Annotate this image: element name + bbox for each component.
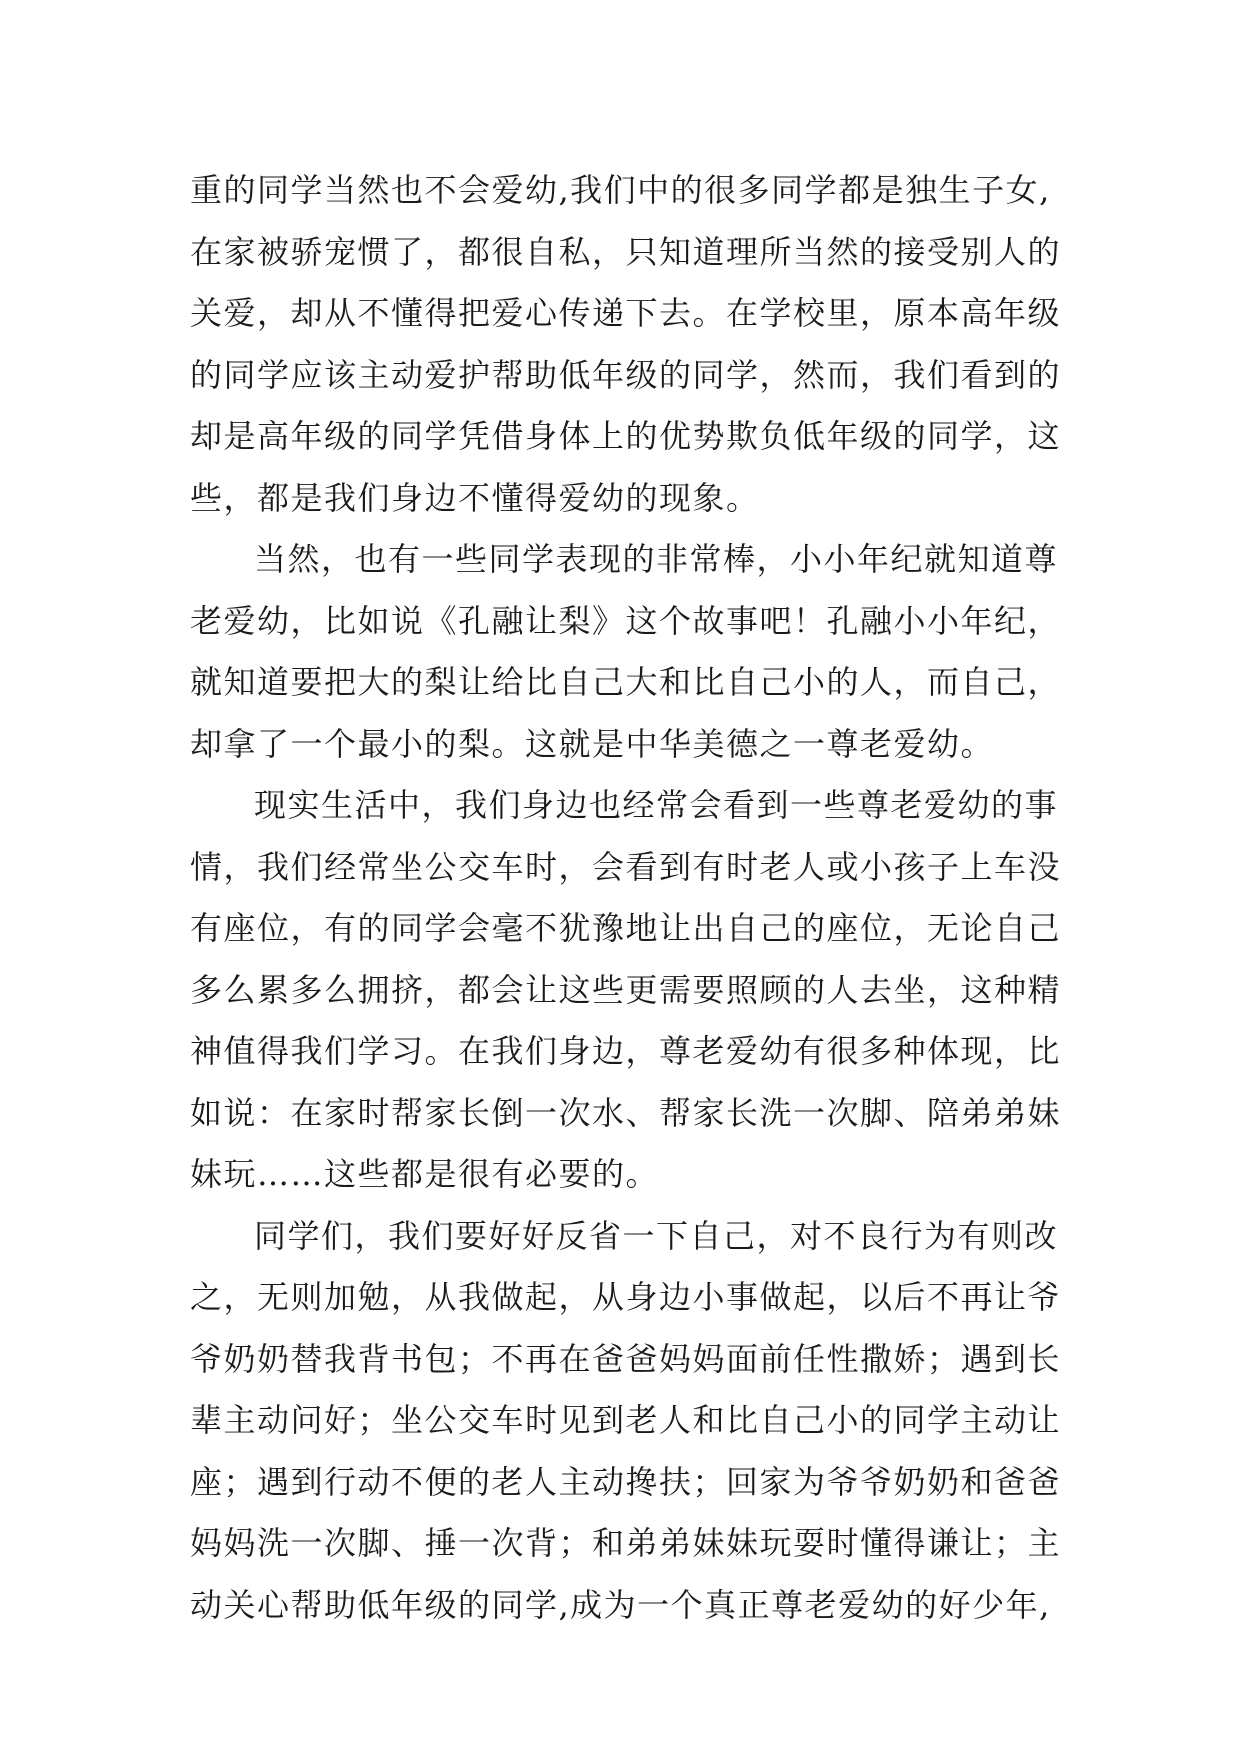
paragraph-first-line: 同学们，我们要好好反省一下自己，对不良行为有则改 bbox=[254, 1216, 1059, 1255]
text-line: 却拿了一个最小的梨。这就是中华美德之一尊老爱幼。 bbox=[190, 724, 995, 763]
text-line: 动关心帮助低年级的同学,成为一个真正尊老爱幼的好少年, bbox=[190, 1585, 1051, 1624]
text-line: 有座位，有的同学会毫不犹豫地让出自己的座位，无论自己 bbox=[190, 909, 1062, 947]
text-line: 重的同学当然也不会爱幼,我们中的很多同学都是独生子女, bbox=[190, 171, 1051, 209]
text-line: 却是高年级的同学凭借身体上的优势欺负低年级的同学，这 bbox=[190, 417, 1062, 455]
text-line: 就知道要把大的梨让给比自己大和比自己小的人，而自己， bbox=[190, 663, 1062, 701]
paragraph-first-line: 当然，也有一些同学表现的非常棒，小小年纪就知道尊 bbox=[254, 540, 1059, 578]
text-line: 在家被骄宠惯了，都很自私，只知道理所当然的接受别人的 bbox=[190, 232, 1062, 271]
body-text bbox=[190, 160, 1090, 1636]
text-line: 神值得我们学习。在我们身边，尊老爱幼有很多种体现，比 bbox=[190, 1032, 1062, 1070]
text-line: 妹玩……这些都是很有必要的。 bbox=[190, 1155, 660, 1193]
text-line: 妈妈洗一次脚、捶一次背；和弟弟妹妹玩耍时懂得谦让；主 bbox=[190, 1524, 1062, 1562]
text-line: 座；遇到行动不便的老人主动搀扶；回家为爷爷奶奶和爸爸 bbox=[190, 1462, 1062, 1501]
text-line: 爷奶奶替我背书包；不再在爸爸妈妈面前任性撒娇；遇到长 bbox=[190, 1339, 1062, 1378]
text-line: 辈主动问好；坐公交车时见到老人和比自己小的同学主动让 bbox=[190, 1401, 1062, 1439]
text-line: 多么累多么拥挤，都会让这些更需要照顾的人去坐，这种精 bbox=[190, 970, 1062, 1009]
text-line: 关爱，却从不懂得把爱心传递下去。在学校里，原本高年级 bbox=[190, 294, 1062, 332]
text-line: 些，都是我们身边不懂得爱幼的现象。 bbox=[190, 478, 760, 517]
text-line: 老爱幼，比如说《孔融让梨》这个故事吧！孔融小小年纪， bbox=[190, 601, 1062, 640]
paragraph-first-line: 现实生活中，我们身边也经常会看到一些尊老爱幼的事 bbox=[254, 786, 1059, 824]
text-line: 之，无则加勉，从我做起，从身边小事做起，以后不再让爷 bbox=[190, 1278, 1062, 1316]
text-line: 情，我们经常坐公交车时，会看到有时老人或小孩子上车没 bbox=[190, 847, 1062, 886]
text-line: 如说：在家时帮家长倒一次水、帮家长洗一次脚、陪弟弟妹 bbox=[190, 1093, 1062, 1132]
text-line: 的同学应该主动爱护帮助低年级的同学，然而，我们看到的 bbox=[190, 355, 1062, 394]
